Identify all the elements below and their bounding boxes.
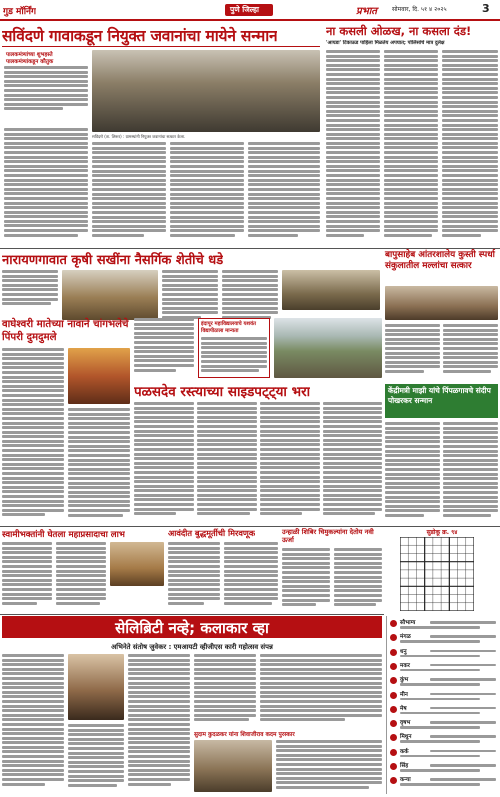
celebrity-headline: सेलिब्रिटी नव्हे; कलाकार व्हा [115,619,269,637]
panchang-row [390,661,498,674]
divider-1 [0,248,500,249]
wrestling-headline: बापुसाहेब आंतरशालेय कुस्ती स्पर्धा संकुलातील मल्लांचा सत्कार [385,250,495,271]
bottom-mid-col-1 [168,542,220,610]
rashi-icon [390,692,397,699]
celebrity-subhead: अभिनेते संतोष जुवेकर : एमआयटी व्हीजीएस कारी गहोत्सव संपन्न [111,643,273,651]
celebrity-story [2,616,382,794]
rashi-text [400,740,480,743]
lead-story [2,24,320,246]
rashi-text [400,783,480,786]
road-col-3 [260,402,320,520]
rashi-text [400,683,480,686]
rashi-label: कुंभ [400,677,409,684]
divider-3 [0,614,384,615]
sudoku-title: सुडोकू क्र. ९४ [426,529,458,536]
right-top-col-1 [326,50,380,244]
rashi-label: मीन [400,691,408,698]
bottom-mid-col-2 [224,542,278,610]
lead-kicker-1: पालकमंत्र्यांच्या शुभहस्ते [6,52,53,58]
rashi-label: मेष [400,705,407,712]
lead-underline [2,46,320,47]
wrestling-col-2 [443,324,498,378]
panchang-row [390,704,498,717]
panchang-row [390,718,498,731]
rashi-text [400,655,480,658]
sudoku-grid [400,537,474,611]
bottom-mid2-headline: उन्हाळी शिबिर चिमुकल्यांना देतोय नवी ऊर्जा [282,528,374,545]
road-story [134,318,382,523]
celebrity-col-4 [194,654,256,728]
yatra-headline: वाघेश्वरी मातेच्या नावाने चांगभलेचे पिंपरी दुमदुमले [2,319,129,343]
rashi-label: धनु [400,648,407,655]
panchang-row [390,690,498,703]
rashi-text [430,621,496,624]
rashi-text [430,678,496,681]
rashi-icon [390,634,397,641]
govt-story [385,384,498,524]
brand-logo: प्रभात [356,6,378,17]
lead-col-2 [92,142,166,244]
celebrity-photo-caption: सुदाम कुदळकर यांना शिवाजीराव कदम पुरस्कार [194,732,295,738]
rashi-text [400,698,480,701]
rashi-text [400,669,480,672]
road-photo [274,318,382,378]
celebrity-photo-2 [194,740,272,792]
rashi-text [430,721,496,724]
rashi-text [430,693,496,696]
right-top-subhead: 'आयडा' टिकाऊड पाहिला मिळतेय अपघात; पोलिसांचे मात्र दुर्लक्ष [326,40,445,46]
pune-district-label-box [225,4,273,16]
yatra-col-2 [68,408,130,520]
divider-2 [0,526,500,527]
rashi-label: मकर [400,662,410,669]
farming-col-1 [2,270,58,308]
panchang-box [386,616,498,794]
road-col-1 [134,402,194,520]
rashi-icon [390,734,397,741]
road-col-2 [197,402,257,520]
bottom-mid2-col-1 [282,548,330,610]
govt-col-2 [443,422,498,522]
rashi-label: सिंह [400,763,409,769]
govt-col-1 [385,422,440,522]
bottom-mid-headline: आवंदीत बुद्धमूर्तीची मिरवणूक [168,528,256,538]
bottom-left-headline: स्वामीभक्तांनी घेतला महाप्रसादाचा लाभ [2,530,125,540]
panchang-row [390,775,498,788]
farming-col-3 [222,270,278,320]
rashi-text [400,726,480,729]
celebrity-headline-band [2,616,382,638]
celebrity-col-5 [260,654,382,728]
road-inset-title: इंदापूर महाविद्यालयाचे यशवंत विद्यापीठाला मान्यता [201,321,256,334]
lead-col-1 [4,128,88,244]
yatra-story [2,318,130,523]
yatra-photo [68,348,130,404]
celebrity-col-1 [2,654,64,792]
panchang-row [390,632,498,645]
govt-headline: केंद्रीमत्री माझी यांचे पिंपळगावचे संदीप पोखरकर सन्मान [388,386,491,405]
rashi-icon [390,649,397,656]
road-inset-box [198,318,270,378]
rashi-text [430,664,496,667]
right-top-story [326,24,498,246]
rashi-text [430,650,496,653]
panchang-row [390,618,498,631]
lead-photo [92,50,320,132]
rashi-text [430,635,496,638]
panchang-row [390,675,498,688]
lead-col-4 [248,142,320,244]
masthead [0,0,500,22]
section-label: गुड मॉर्निंग [3,7,37,17]
panchang-row [390,647,498,660]
rashi-text [400,755,480,758]
lead-intro-text [4,66,88,124]
rashi-label: सौभाग्य [400,620,416,626]
rashi-icon [390,663,397,670]
wrestling-story [385,250,498,380]
govt-headline-band [385,384,498,418]
rashi-text [430,735,496,738]
right-top-col-3 [442,50,498,244]
farming-photo-2 [282,270,380,310]
panchang-list [390,618,498,792]
rashi-icon [390,749,397,756]
yatra-col-1 [2,348,64,520]
celebrity-col-2 [68,724,124,792]
lead-headline: सविंदणे गावाकडून नियुक्त जवानांचा मायेने सन्मान [2,27,278,45]
farming-headline: नारायणगावात कृषी सखींना नैसर्गिक शेतीचे धडे [2,253,224,268]
date-line: सोमवार, दि. ५१ ४ २०२५ [392,6,447,13]
bottom-left-col-1 [2,542,52,610]
rashi-text [430,778,496,781]
right-top-col-2 [384,50,438,244]
rashi-icon [390,620,397,627]
bottom-left-story [2,528,164,612]
masthead-rule [0,19,500,21]
celebrity-col-3 [128,654,190,792]
lead-col-3 [170,142,244,244]
celebrity-col-6 [276,740,382,792]
rashi-label: मिथुन [400,734,412,741]
panchang-row [390,732,498,745]
bottom-mid2-col-2 [334,548,382,610]
bottom-left-col-2 [56,542,106,610]
farming-photo [62,270,158,320]
rashi-text [400,626,480,629]
rashi-text [400,712,480,715]
right-top-headline: ना कसली ओळख, ना कसला दंड! [326,24,472,38]
farming-col-2 [162,270,218,320]
rashi-label: मंगळ [400,634,411,641]
road-inset-text [201,337,267,377]
rashi-label: कन्या [400,777,411,784]
rashi-text [430,750,496,753]
rashi-text [400,769,480,772]
lead-kicker-2: पालकमंत्र्यांकडून कौतुक [6,59,54,65]
rashi-text [400,640,480,643]
rashi-text [430,707,496,710]
celebrity-photo [68,654,124,720]
rashi-icon [390,720,397,727]
rashi-icon [390,763,397,770]
rashi-icon [390,706,397,713]
road-left-col [134,318,194,378]
road-col-4 [323,402,382,520]
panchang-row [390,761,498,774]
rashi-label: कर्क [400,748,409,755]
rashi-icon [390,677,397,684]
bottom-mid2-story [282,528,382,612]
rashi-text [430,764,496,767]
pune-district-label: पुणे जिल्हा [230,5,259,14]
bottom-mid-story [168,528,278,612]
bottom-left-photo [110,542,164,586]
sudoku-box [386,528,498,612]
rashi-label: वृषभ [400,720,411,727]
road-headline: पळसदेव रस्त्याच्या साइडपट्ट्या भरा [134,384,311,400]
farming-story [2,250,382,310]
rashi-icon [390,777,397,784]
wrestling-photo [385,286,498,320]
page-number: 3 [482,2,490,15]
lead-photo-caption: सविंदणे (ता. शिरूर) : ग्रामस्थांनी नियुक्त जवानांचा सत्कार केला. [92,134,186,139]
panchang-row [390,747,498,760]
wrestling-col-1 [385,324,440,378]
